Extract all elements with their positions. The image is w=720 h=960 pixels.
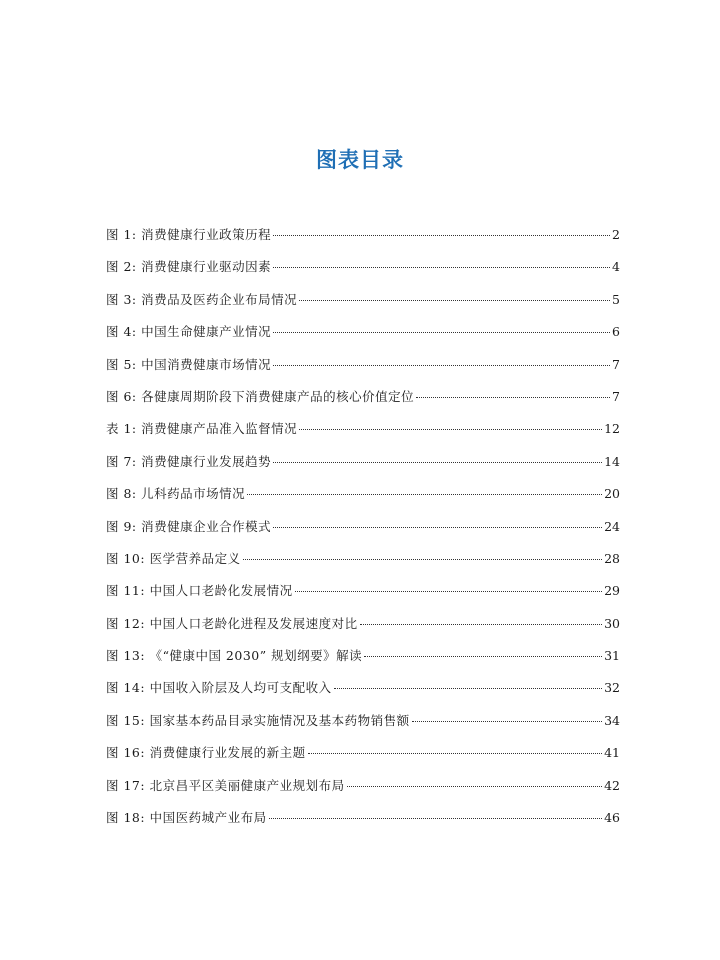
toc-page-number: 30	[604, 615, 620, 631]
dot-leader	[269, 818, 603, 819]
toc-entry-label: 图 16: 消费健康行业发展的新主题	[106, 745, 306, 761]
toc-entry[interactable]	[106, 355, 620, 387]
toc-entry[interactable]	[106, 322, 620, 354]
toc-entry-label: 图 4: 中国生命健康产业情况	[106, 324, 272, 340]
toc-entry[interactable]	[106, 743, 620, 775]
toc-page-number: 31	[604, 648, 620, 664]
toc-page-number: 12	[604, 421, 620, 437]
dot-leader	[308, 753, 603, 754]
toc-entry-label: 图 8: 儿科药品市场情况	[106, 486, 246, 502]
dot-leader	[412, 721, 603, 722]
dot-leader	[360, 624, 603, 625]
toc-entry-label: 表 1: 消费健康产品准入监督情况	[106, 421, 298, 437]
toc-page-number: 7	[612, 356, 620, 372]
toc-entry[interactable]	[106, 581, 620, 613]
toc-page-number: 46	[604, 810, 620, 826]
dot-leader	[273, 527, 602, 528]
toc-entry[interactable]	[106, 549, 620, 581]
dot-leader	[243, 559, 603, 560]
table-of-figures	[106, 225, 620, 840]
toc-entry[interactable]	[106, 452, 620, 484]
toc-entry[interactable]	[106, 225, 620, 257]
dot-leader	[416, 397, 610, 398]
toc-entry[interactable]	[106, 387, 620, 419]
toc-page-number: 32	[604, 680, 620, 696]
dot-leader	[347, 786, 603, 787]
toc-page-number: 5	[612, 291, 620, 307]
toc-entry-label: 图 14: 中国收入阶层及人均可支配收入	[106, 680, 332, 696]
dot-leader	[299, 429, 602, 430]
toc-entry-label: 图 15: 国家基本药品目录实施情况及基本药物销售额	[106, 712, 410, 728]
toc-page-number: 29	[604, 583, 620, 599]
toc-entry-label: 图 3: 消费品及医药企业布局情况	[106, 291, 298, 307]
toc-entry-label: 图 10: 医学营养品定义	[106, 550, 241, 566]
toc-page-number: 34	[604, 712, 620, 728]
toc-page-number: 24	[604, 518, 620, 534]
toc-page-number: 7	[612, 388, 620, 404]
toc-entry-label: 图 9: 消费健康企业合作模式	[106, 518, 272, 534]
toc-page-number: 2	[612, 227, 620, 242]
toc-page-number: 4	[612, 259, 620, 275]
toc-entry[interactable]	[106, 678, 620, 710]
toc-entry[interactable]	[106, 614, 620, 646]
toc-entry[interactable]	[106, 646, 620, 678]
dot-leader	[334, 688, 603, 689]
dot-leader	[247, 494, 602, 495]
dot-leader	[273, 267, 610, 268]
toc-entry-label: 图 18: 中国医药城产业布局	[106, 810, 267, 826]
page-title: 图表目录	[316, 148, 404, 172]
toc-entry[interactable]	[106, 257, 620, 289]
toc-entry[interactable]	[106, 808, 620, 840]
toc-page-number: 14	[604, 453, 620, 469]
toc-entry[interactable]	[106, 484, 620, 516]
toc-entry-label: 图 13: 《“健康中国 2030” 规划纲要》解读	[106, 648, 363, 664]
dot-leader	[273, 462, 602, 463]
toc-entry-label: 图 1: 消费健康行业政策历程	[106, 227, 272, 242]
toc-entry[interactable]	[106, 419, 620, 451]
toc-page-number: 28	[604, 550, 620, 566]
toc-page-number: 6	[612, 324, 620, 340]
toc-page-number: 20	[604, 486, 620, 502]
toc-page-number: 41	[604, 745, 620, 761]
toc-entry[interactable]	[106, 711, 620, 743]
dot-leader	[295, 591, 603, 592]
toc-page-number: 42	[604, 777, 620, 793]
toc-entry-label: 图 17: 北京昌平区美丽健康产业规划布局	[106, 777, 345, 793]
dot-leader	[364, 656, 602, 657]
toc-entry[interactable]	[106, 290, 620, 322]
toc-entry-label: 图 5: 中国消费健康市场情况	[106, 356, 272, 372]
dot-leader	[273, 235, 610, 236]
toc-entry-label: 图 2: 消费健康行业驱动因素	[106, 259, 272, 275]
toc-entry-label: 图 12: 中国人口老龄化进程及发展速度对比	[106, 615, 358, 631]
dot-leader	[299, 300, 610, 301]
toc-entry[interactable]	[106, 517, 620, 549]
toc-entry[interactable]	[106, 776, 620, 808]
dot-leader	[273, 365, 610, 366]
toc-entry-label: 图 7: 消费健康行业发展趋势	[106, 453, 272, 469]
toc-entry-label: 图 6: 各健康周期阶段下消费健康产品的核心价值定位	[106, 388, 415, 404]
toc-entry-label: 图 11: 中国人口老龄化发展情况	[106, 583, 293, 599]
dot-leader	[273, 332, 610, 333]
